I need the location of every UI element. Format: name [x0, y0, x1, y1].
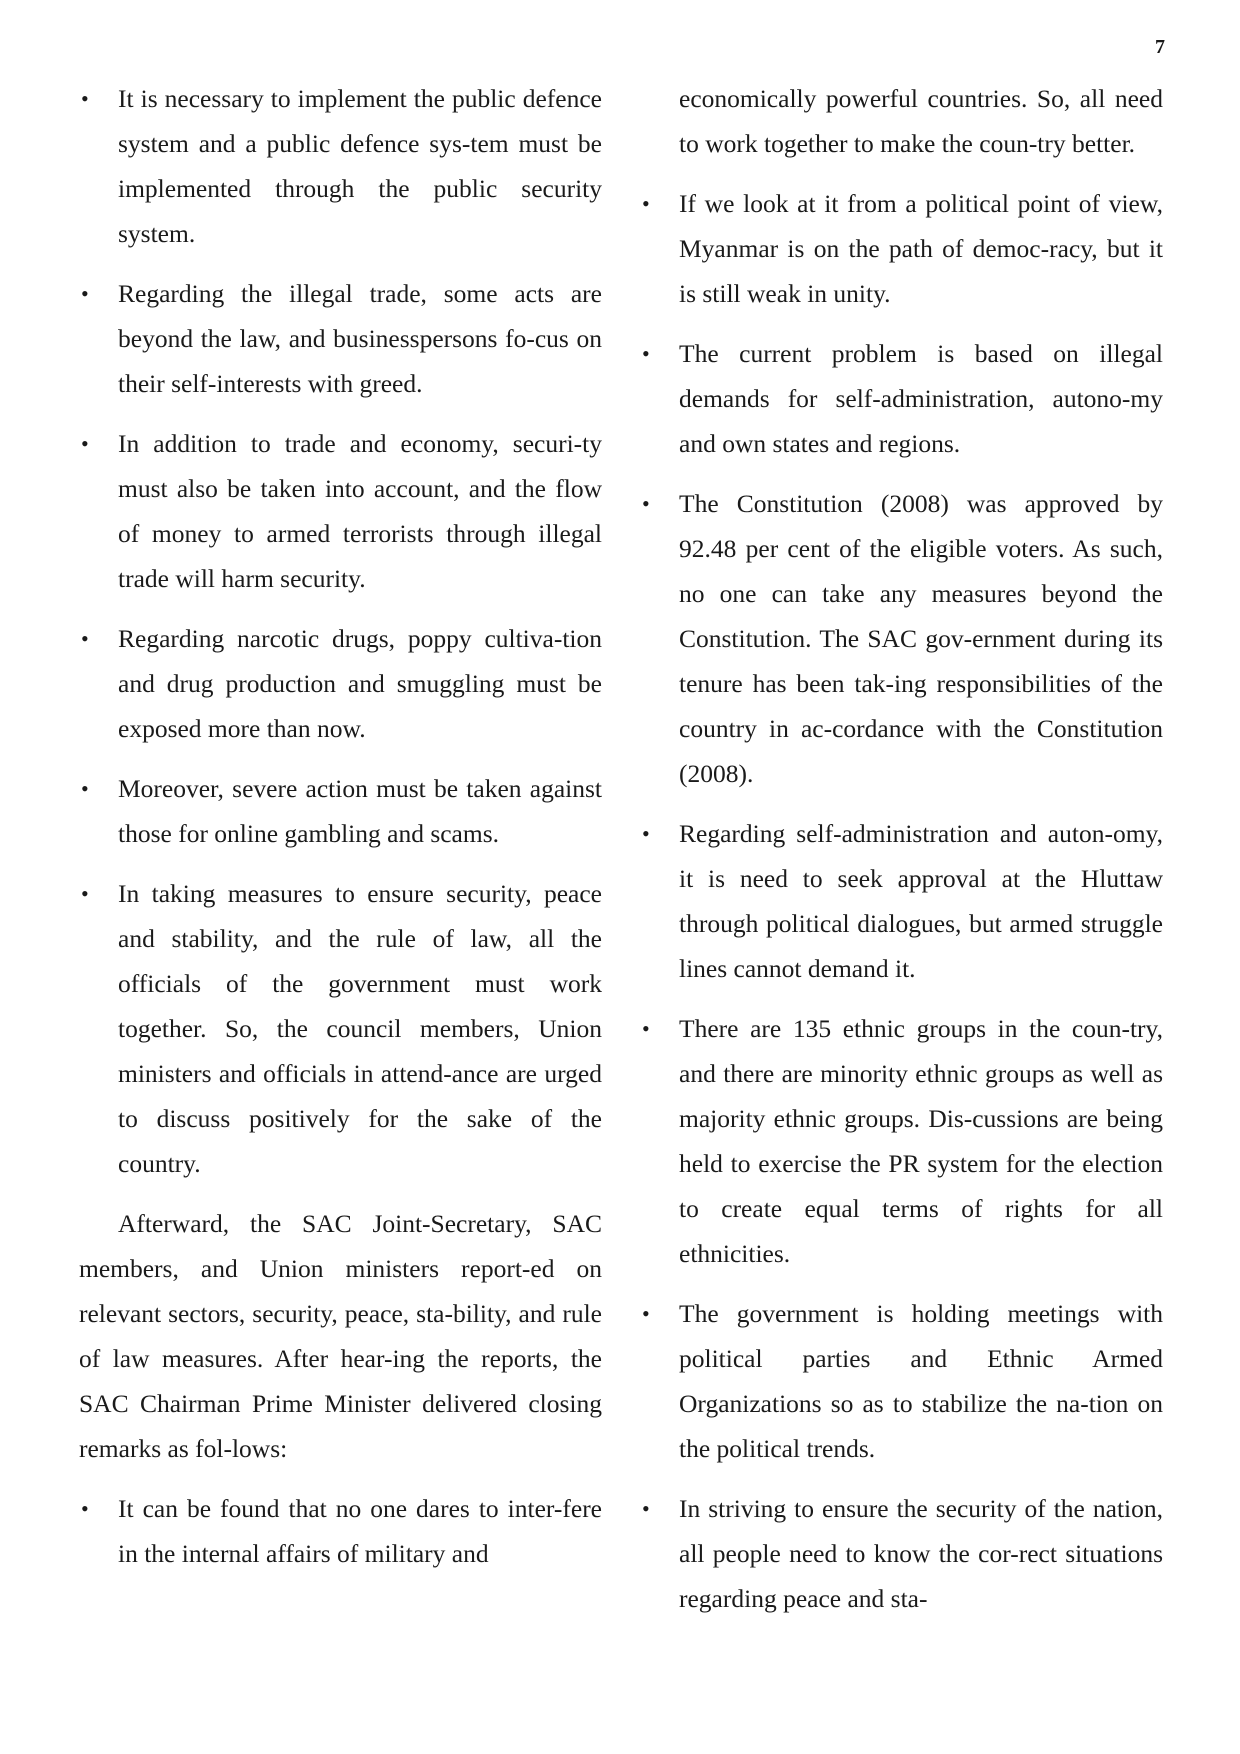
- list-item: [79, 766, 602, 856]
- list-item: [79, 1486, 602, 1576]
- bullet-icon: •: [81, 1496, 89, 1521]
- list-item: [640, 481, 1163, 796]
- list-item-text: It is necessary to implement the public defence system and a public defence sys-tem must be implemented through the public security system.: [118, 84, 602, 248]
- list-item-text: Regarding the illegal trade, some acts are beyond the law, and businesspersons fo-cus on their self-interests with greed.: [118, 279, 602, 398]
- bullet-icon: •: [81, 86, 89, 111]
- list-item: [640, 1006, 1163, 1276]
- bullet-icon: •: [642, 341, 650, 366]
- list-item: [640, 331, 1163, 466]
- list-item: [79, 271, 602, 406]
- bullet-icon: •: [81, 431, 89, 456]
- list-item: [79, 421, 602, 601]
- bullet-icon: •: [642, 1016, 650, 1041]
- list-item: [640, 1486, 1163, 1621]
- list-item-text: It can be found that no one dares to inter-fere in the internal affairs of military and: [118, 1494, 602, 1568]
- bullet-icon: •: [81, 626, 89, 651]
- list-item-text: There are 135 ethnic groups in the coun-try, and there are minority ethnic groups as well as majority ethnic groups. Dis-cussions are being held to exercise the PR system for the election to create equal terms of rights for all ethnicities.: [679, 1014, 1163, 1268]
- list-item-text: The current problem is based on illegal demands for self-administration, autono-my and own states and regions.: [679, 339, 1163, 458]
- list-item-text: The government is holding meetings with political parties and Ethnic Armed Organizations so as to stabilize the na-tion on the political trends.: [679, 1299, 1163, 1463]
- bullet-icon: •: [81, 776, 89, 801]
- bullet-icon: •: [642, 1301, 650, 1326]
- list-item: [640, 811, 1163, 991]
- list-item: [79, 871, 602, 1186]
- bullet-icon: •: [642, 191, 650, 216]
- list-item-text: Regarding narcotic drugs, poppy cultiva-tion and drug production and smuggling must be exposed more than now.: [118, 624, 602, 743]
- list-item-text: The Constitution (2008) was approved by 92.48 per cent of the eligible voters. As such, no one can take any measures beyond the Constitution. The SAC gov-ernment during its tenure has been tak-ing responsibilities of the country in ac-cordance with the Constitution (2008).: [679, 489, 1163, 788]
- body-paragraph: Afterward, the SAC Joint-Secretary, SAC members, and Union ministers report-ed on relevant sectors, security, peace, sta-bility, and rule of law measures. After hear-ing the reports, the SAC Chairman Prime Minister delivered closing remarks as fol-lows:: [79, 1209, 602, 1463]
- bullet-icon: •: [81, 881, 89, 906]
- list-item: [640, 181, 1163, 316]
- list-item: [79, 76, 602, 256]
- list-item-text: Moreover, severe action must be taken against those for online gambling and scams.: [118, 774, 602, 848]
- list-item: [640, 1291, 1163, 1471]
- list-item-text: In addition to trade and economy, securi-ty must also be taken into account, and the flow of money to armed terrorists through illegal trade will harm security.: [118, 429, 602, 593]
- right-column: [640, 76, 1163, 1636]
- left-column: [79, 76, 602, 1591]
- list-item-text: In striving to ensure the security of the nation, all people need to know the cor-rect situations regarding peace and sta-: [679, 1494, 1163, 1613]
- page-number: 7: [1155, 36, 1165, 58]
- continued-text: economically powerful countries. So, all need to work together to make the coun-try better.: [679, 84, 1163, 158]
- bullet-icon: •: [642, 821, 650, 846]
- list-item-text: Regarding self-administration and auton-omy, it is need to seek approval at the Hluttaw through political dialogues, but armed struggle lines cannot demand it.: [679, 819, 1163, 983]
- list-item: [79, 616, 602, 751]
- list-item-text: If we look at it from a political point of view, Myanmar is on the path of democ-racy, but it is still weak in unity.: [679, 189, 1163, 308]
- list-item-text: In taking measures to ensure security, peace and stability, and the rule of law, all the officials of the government must work together. So, the council members, Union ministers and officials in attend-ance are urged to discuss positively for the sake of the country.: [118, 879, 602, 1178]
- bullet-icon: •: [642, 1496, 650, 1521]
- bullet-icon: •: [642, 491, 650, 516]
- bullet-icon: •: [81, 281, 89, 306]
